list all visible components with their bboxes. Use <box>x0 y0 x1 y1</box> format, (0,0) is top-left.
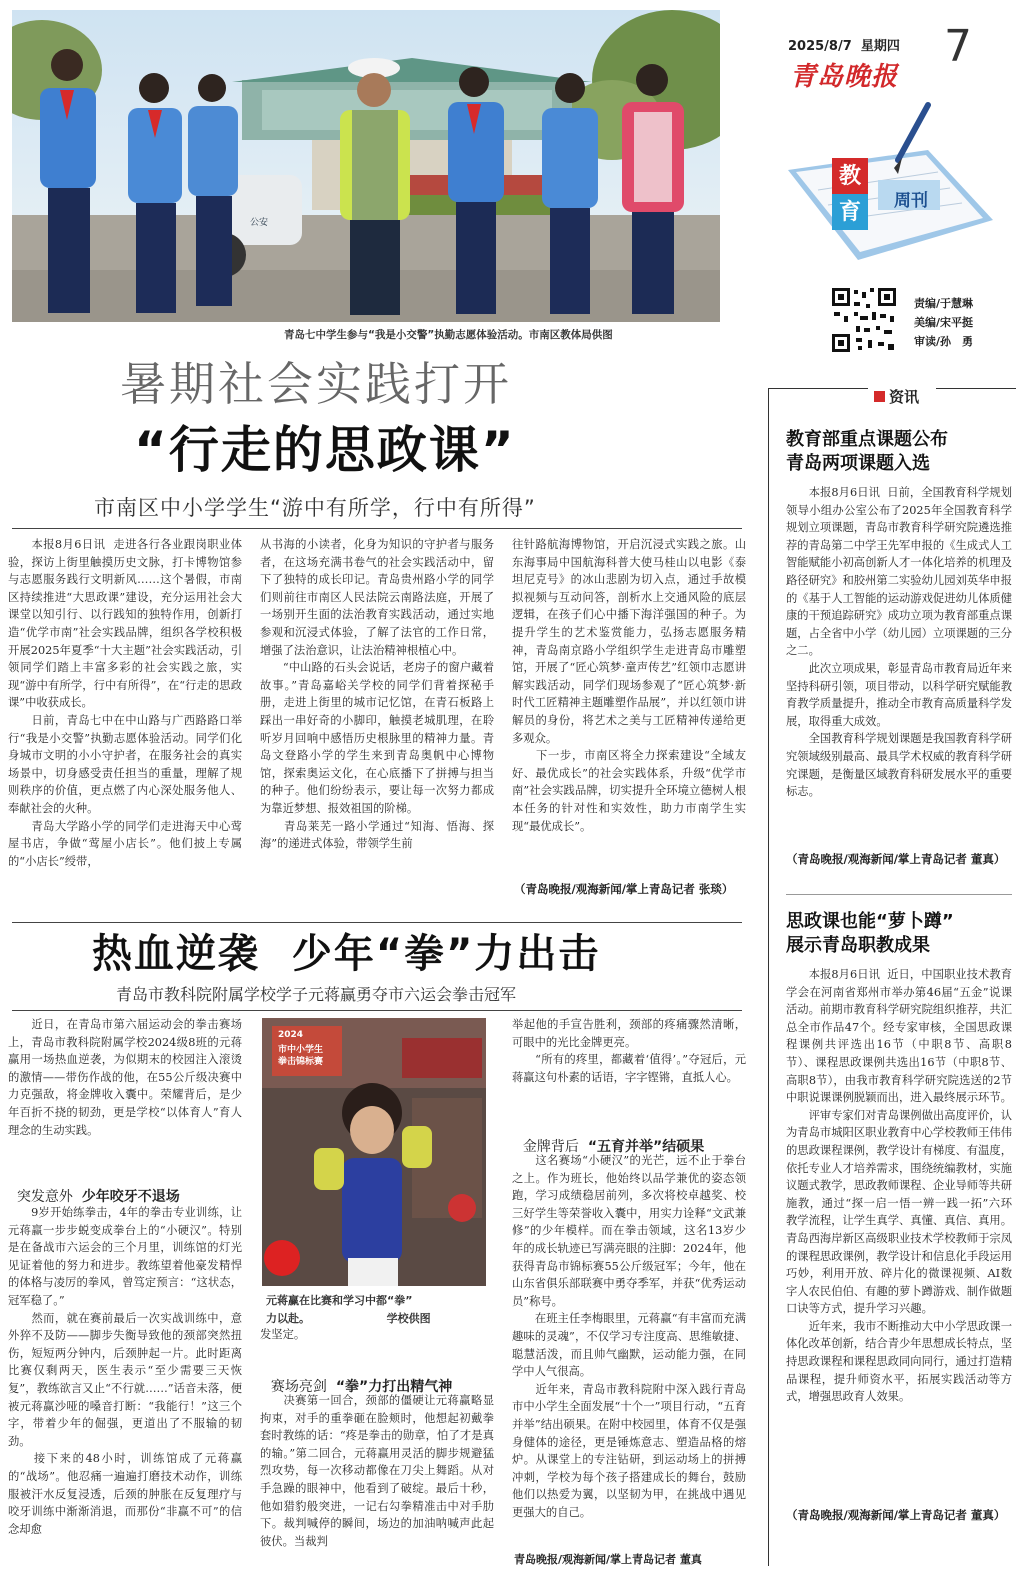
staff-editor: 责编/于慧琳 <box>914 297 974 310</box>
boxing-subheadline: 青岛市教科院附属学校学子元蒋赢勇夺市六运会拳击冠军 <box>116 985 517 1004</box>
boxing-col2-top: 发坚定。 <box>260 1328 306 1341</box>
lead-headline-top: 暑期社会实践打开 <box>120 357 512 411</box>
section-label: 周刊 <box>894 191 928 211</box>
news1-credit: （青岛晚报/观海新闻/掌上青岛记者 董真） <box>786 852 1006 866</box>
boxing-top-rule <box>12 922 742 923</box>
lead-col3: 往针路航海博物馆，开启沉浸式实践之旅。山东海事局中国航海科普大使马桂山以电影《泰坦尼克号》的冰山悲剧为切入点，通过手故模拟视频与互动问答，剖析水上交通风险的底层逻辑，在孩子们心中播下海洋强国的种子。为提升学生的艺术鉴赏能力，弘扬志愿服务精神，青岛南京路小学组织学生走进青岛市雕塑馆，开展了“匠心筑梦·童声传艺”红领巾志愿讲解实践活动，同学们现场参观了“匠心筑梦·新时代工匠精神主题雕塑作品展”，并以红领巾讲解员的身份，将艺术之美与工匠精神传递给更多观众。 下一步，市南区将全力探索建设“全域友好、最优成长”的社会实践体系，升级“优学市南”社会实践品牌，切实提升全环境立德树人根本任务的针对性和实效性，助力市南学生实现“最优成长”。 <box>512 538 746 833</box>
boxing-sub1-title: 少年咬牙不退场 <box>81 1189 180 1205</box>
boxing-sub2 <box>262 1360 452 1396</box>
issue-date: 2025/8/7 星期四 <box>788 39 900 54</box>
boxing-intro: 近日，在青岛市第六届运动会的拳击赛场上，青岛市教科院附属学校2024级8班的元蒋赢用一场热血逆袭，为似期末的校园注入滚烫的激情——带伤作战的他，在55公斤级决赛中力克强敌，将金牌收入囊中。荣耀背后，是少年百折不挠的韧劲，更是学校“以体育人”育人理念的生动实践。 <box>8 1018 242 1137</box>
news1-title: 教育部重点课题公布 青岛两项课题入选 <box>786 429 948 474</box>
photo-wall-text-2: 市中小学生 <box>278 1045 324 1055</box>
news2-title: 思政课也能“萝卜蹲” 展示青岛职教成果 <box>786 911 954 956</box>
sidebar-frame-top2 <box>936 388 1016 389</box>
lead-rule <box>12 528 742 529</box>
staff-designer: 美编/宋平挺 <box>914 316 974 329</box>
boxing-sub3-prefix: 金牌背后 <box>522 1139 579 1155</box>
section-square-icon <box>874 391 885 402</box>
boxing-sub3 <box>514 1120 704 1156</box>
boxing-col1: 9岁开始练拳击，4年的拳击专业训练，让元蒋赢一步步蜕变成拳台上的“小硬汉”。特别是在备战市六运会的三个月里，训练馆的灯光见证着他的努力和进步。教练望着他豪发精悍的体格与凌厉的拳风，曾笃定预言：“这状态，冠军稳了。” 然而，就在赛前最后一次实战训练中，意外猝不及防——脚步失衡导致他的颈部突然扭伤，短短两分钟内，后颈肿起一片。此时距离比赛仅剩两天，医生表示“至少需要三天恢复”，教练欲言又止“不行就……”话音未落，便被元蒋赢沙哑的嗓音打断：“我能行！”这三个字，带着少年的倔强，更道出了不服输的韧劲。 接下来的48小时，训练馆成了元蒋赢的“战场”。他忍痛一遍遍打磨技术动作，训练服被汗水反复浸透，后颈的肿胀在反复理疗与咬牙训练中渐渐消退，而那份“非赢不可”的信念却愈 <box>8 1206 242 1536</box>
news2-credit: （青岛晚报/观海新闻/掌上青岛记者 董真） <box>786 1508 1006 1522</box>
sidebar-divider <box>786 894 1012 895</box>
photo-wall-text-3: 拳击锦标赛 <box>278 1057 324 1067</box>
boxing-rule <box>12 1010 742 1011</box>
lead-col1: 本报8月6日讯 走进各行各业跟岗职业体验，探访上街里触摸历史文脉，打卡博物馆参与志愿服务践行文明新风……这个暑假，市南区持续推进“大思政课”建设，充分运用社会大课堂以知引行、以行践知的独特作用，创新打造“优学市南”社会实践品牌，组织各学校积极开展2025年夏季“十大主题”社会实践活动，引领同学们踏上丰富多彩的社会实践之旅，实现“游中有所学，行中有所得”，在“行走的思政课”中收获成长。 日前，青岛七中在中山路与广西路路口举行“我是小交警”执勤志愿体验活动。同学们化身城市文明的小小守护者，在服务社会的真实场景中，切身感受责任担当的重量，理解了规则秩序的价值，更点燃了内心深处服务他人、奉献社会的火种。 青岛大学路小学的同学们走进海天中心莺屋书店，争做“莺屋小店长”。他们披上专属的“小店长”绶带， <box>8 538 242 868</box>
news1-body: 本报8月6日讯 日前，全国教育科学规划领导小组办公室公布了2025年全国教育科学规划立项课题，青岛市教育科学研究院遴选推荐的青岛第二中学王先军申报的《生成式人工智能赋能小初高创新人才一体化培养的机理及路径研究》和胶州第二实验幼儿园刘英华申报的《基于人工智能的运动游戏促进幼儿体质健康的干预追踪研究》成功立项为教育部重点课题，占全省中小学（幼儿园）立项课题的三分之二。 此次立项成果，彰显青岛市教育局近年来坚持科研引领，项目带动，以科学研究赋能教育教学质量提升，推动全市教育高质量科学发展，取得重大成效。 全国教育科学规划课题是我国教育科学研究领域级别最高、最具学术权威的教育科学研究课题，是衡量区域教育科研发展水平的重要标志。 <box>786 486 1012 799</box>
sidebar-section <box>874 386 919 407</box>
paper-logo: 青岛晚报 <box>790 62 899 92</box>
boxing-headline: 热血逆袭 少年“拳”力出击 <box>92 931 601 977</box>
boxing-col3-top: 举起他的手宣告胜利，颈部的疼痛骤然清晰，可眼中的光比金牌更亮。 “所有的疼里，都藏着‘值得’。”夺冠后，元蒋赢这句朴素的话语，字字铿锵，直抵人心。 <box>512 1018 746 1084</box>
boxing-col3: 这名赛场“小硬汉”的光芒，远不止于拳台之上。作为班长，他始终以品学兼优的姿态领跑，学习成绩稳居前列，多次将校卓越奖、校三好学生等荣誉收入囊中，用实力诠释“文武兼修”的少年模样。而在拳击领域，这名13岁少年的成长轨迹已写满亮眼的注脚：2024年，他获得青岛市锦标赛55公斤级冠军；今年，他在山东省俱乐部联赛中勇夺季军，并获“优秀运动员”称号。 在班主任李梅眼里，元蒋赢“有丰富而充满趣味的灵魂”，不仅学习专注度高、思维敏捷、聪慧活泼，而且帅气幽默，运动能力强，在同学中人气很高。 近年来，青岛市教科院附中深入践行青岛市中小学生全面发展“十个一”项目行动，“五育并举”结出硕果。在附中校园里，体育不仅是强身健体的途径，更是锤炼意志、塑造品格的熔炉。从课堂上的专注钻研，到运动场上的拼搏冲刺，学校为每个孩子搭建成长的舞台，鼓励他们以热爱为翼，以坚韧为甲，在挑战中遇见更强大的自己。 <box>512 1154 746 1519</box>
boxing-sub2-prefix: 赛场亮剑 <box>270 1379 327 1395</box>
top-photo-illustration <box>12 10 720 322</box>
boxing-sub3-title: “五育并举”结硕果 <box>587 1139 705 1155</box>
photo-wall-text-1: 2024 <box>278 1030 304 1040</box>
police-badge-text: 公安 <box>250 218 269 228</box>
section-char-jiao: 教 <box>832 158 868 194</box>
top-photo-caption: 青岛七中学生参与“我是小交警”执勤志愿体验活动。市南区教体局供图 <box>284 329 613 341</box>
sidebar-frame <box>768 388 769 1566</box>
boxing-sub2-title: “拳”力打出精气神 <box>335 1379 453 1395</box>
notebook-pen-icon <box>778 100 1008 270</box>
boxing-photo-caption-1: 元蒋赢在比赛和学习中都“拳” <box>266 1294 413 1307</box>
boxing-col2: 决赛第一回合，颈部的僵硬让元蒋赢略显拘束，对手的重拳砸在脸颊时，他想起初戴拳套时教练的话：“疼是拳击的勋章，怕了才是真的输。”第二回合，元蒋赢用灵活的脚步规避猛烈攻势，每一次移动都像在刀尖上舞蹈。从对手急躁的眼神中，他看到了破绽。最后十秒，他如猎豹般突进，一记右勾拳精准击中对手肋下。裁判喊停的瞬间，场边的加油呐喊声此起彼伏。当裁判 <box>260 1394 494 1548</box>
boxing-sub1 <box>8 1170 180 1206</box>
lead-credit: （青岛晚报/观海新闻/掌上青岛记者 张琰） <box>514 882 734 896</box>
lead-subheadline: 市南区中小学学生“游中有所学，行中有所得” <box>94 496 536 520</box>
qr-code <box>830 286 898 354</box>
sidebar-frame-top <box>768 388 868 389</box>
sidebar-section-label: 资讯 <box>889 388 920 406</box>
boxing-sub1-prefix: 突发意外 <box>16 1189 73 1205</box>
boxing-credit: 青岛晚报/观海新闻/掌上青岛记者 董真 <box>514 1553 702 1566</box>
lead-headline-main: “行走的思政课” <box>134 421 516 479</box>
news2-body: 本报8月6日讯 近日，中国职业技术教育学会在河南省郑州市举办第46届“五金”说课活动。前期市教育科学研究院组织推荐，共汇总全市作品47个。经专家审核，全国思政课程课例共评选出16节（中职8节、高职8节）、课程思政课例共选出16节（中职8节、高职8节），由我市教育科学研究院选送的2节中职说课课例脱颖而出，进入最终展示环节。 评审专家们对青岛课例做出高度评价，认为青岛市城阳区职业教育中心学校教师王伟伟的思政课程课例，教学设计有梯度、有温度，依托专业人才培养需求，围绕统编教材，实施议题式教学，思政教师课程、企业导师等共研施教，通过“探一启一悟一辨一践一拓”六环教学流程，让学生真学、真懂、真信、真用。青岛西海岸新区高级职业技术学校教师于宗凤的课程思政课例，教学设计和信息化手段运用巧妙，利用开放、碎片化的微课视频、AI数字人农民伯伯、有趣的萝卜蹲游戏、制作做题口诀等方式，提升学习兴趣。 近年来，我市不断推动大中小学思政课一体化改革创新，结合青少年思想成长特点，坚持思政课程和课程思政同向同行，通过打造精品课程，提升师资水平，拓展实践活动等方式，增强思政育人效果。 <box>786 968 1012 1404</box>
qr-code-icon <box>830 286 898 354</box>
section-emblem <box>778 100 1008 270</box>
section-char-yu: 育 <box>832 194 868 230</box>
boxing-photo <box>262 1018 486 1286</box>
lead-col2: 从书海的小读者，化身为知识的守护者与服务者，在这场充满书卷气的社会实践活动中，留下了独特的成长印记。青岛贵州路小学的同学们则前往市南区人民法院云南路法庭，开展了一场别开生面的法治教育实践活动，通过实地参观和沉浸式体验，了解了法官的工作日常，增强了法治意识，让法治精神根植心中。 “中山路的石头会说话，老房子的窗户藏着故事。”青岛嘉峪关学校的同学们背着探秘手册，走进上街里的城市记忆馆，在青石板路上踩出一串好奇的小脚印，触摸老城肌理，在聆听岁月回响中感悟历史根脉里的精神力量。青岛文登路小学的学生来到青岛奥帆中心博物馆，探索奥运文化，在心底播下了拼搏与担当的种子。他们纷纷表示，要让每一次努力都成为靠近梦想、报效祖国的阶梯。 青岛莱芜一路小学通过“知海、悟海、探海”的递进式体验，带领学生前 <box>260 538 494 851</box>
staff-proofreader: 审读/孙 勇 <box>914 335 974 348</box>
boxing-photo-caption-2: 力以赴。 学校供图 <box>266 1312 431 1325</box>
top-photo <box>12 10 720 322</box>
page-number: 7 <box>944 21 972 72</box>
